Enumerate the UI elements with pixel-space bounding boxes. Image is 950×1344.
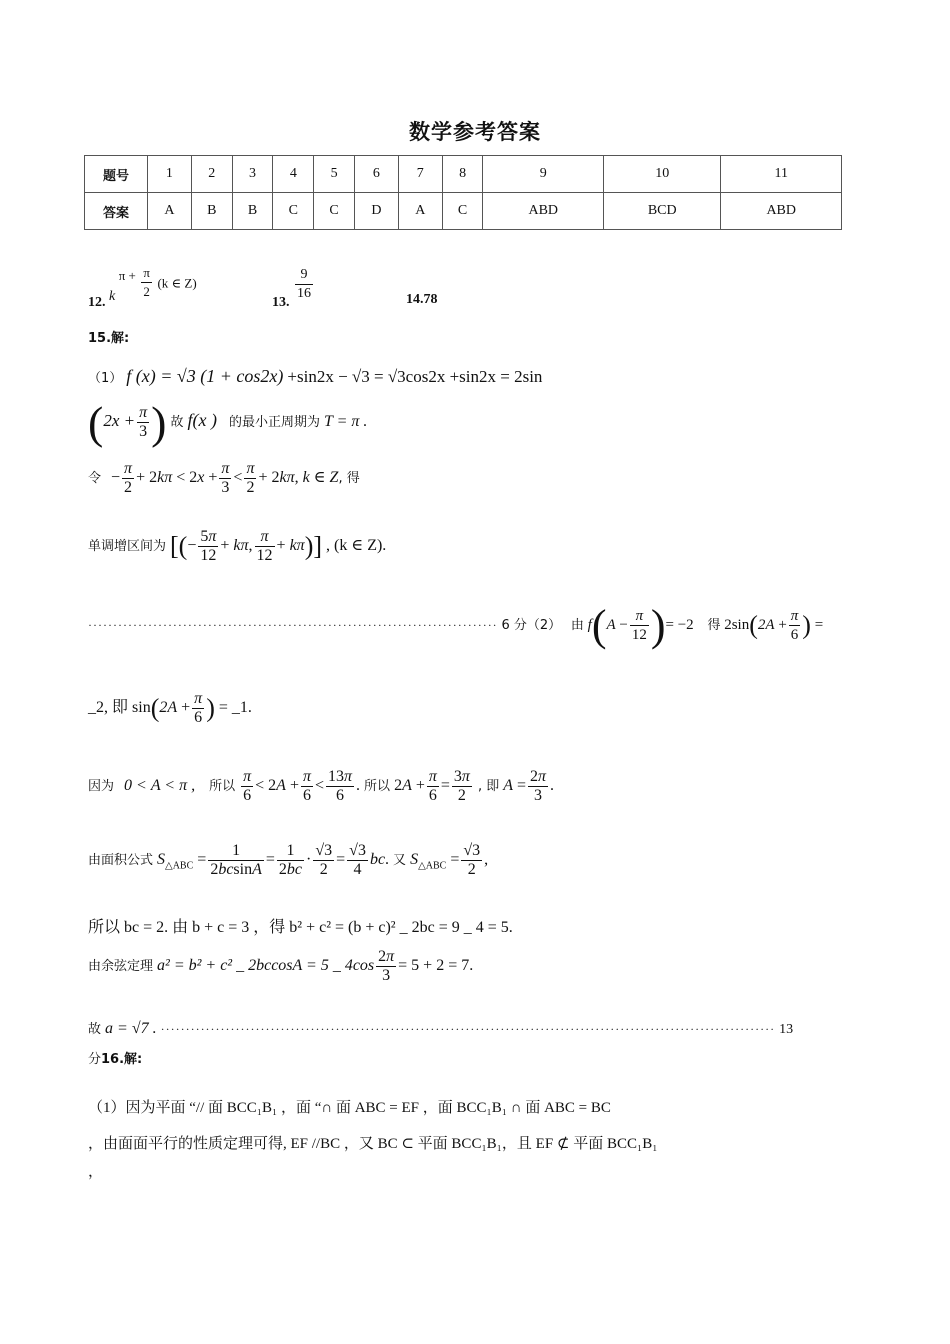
q15-period-line: (2x + $\frac{\pi}{3}$ ) 故 f(x ) 的最小正周期为 T = π . xyxy=(88,397,368,448)
q15-area-line: 由面积公式 $S_{\triangle ABC}$ = $\frac{1}{2bcsinA}$ = $\frac{1}{2bc}$ · $\frac{√3}{2}$ = $\frac{√3}{4}$ bc. 又 $S_{\triangle ABC}$ = $\frac{√3}{2}$ , xyxy=(88,842,489,878)
answer-13: 13. $\frac{9}{16}$ xyxy=(272,267,311,310)
table-cell: BCD xyxy=(603,193,720,230)
table-cell: C xyxy=(442,193,483,230)
answer-12: 12. k π + $\frac{\pi}{2}$ (k ∈ Z) xyxy=(88,265,197,310)
table-cell: C xyxy=(273,193,314,230)
q15-ling-line: 令 − $\frac{\pi}{2}$ + 2kπ < 2x + $\frac{\pi}{3}$ < $\frac{\pi}{2}$ + 2kπ, k ∈ Z, 得 xyxy=(88,460,360,496)
q15-part1-line: （1） f (x) = √3 (1 + cos2x) +sin2x − √3 = √3cos2x +sin2x = 2sin xyxy=(88,366,543,386)
table-row-numbers xyxy=(85,156,842,193)
table-cell: 3 xyxy=(232,156,273,193)
table-cell: 4 xyxy=(273,156,314,193)
table-cell: 9 xyxy=(483,156,604,193)
page-title: 数学参考答案 xyxy=(409,120,541,144)
table-cell: ABD xyxy=(483,193,604,230)
q15-cosine-line: 由余弦定理 a² = b² + c² _ 2bccosA = 5 _ 4cos $\frac{2\pi}{3}$ = 5 + 2 = 7. xyxy=(88,948,474,984)
q16-line-1: （1）因为平面 “// 面 BCC₁B₁ ，面 “∩ 面 ABC = EF ，面 BCC₁B₁ ∩ 面 ABC = BC xyxy=(88,1100,611,1116)
table-cell: 8 xyxy=(442,156,483,193)
table-cell: B xyxy=(191,193,232,230)
q16-line-2: ，由面面平行的性质定理可得, EF //BC ，又 BC ⊂ 平面 BCC₁B₁，且 EF ⊄ 平面 BCC₁B₁ xyxy=(88,1136,658,1152)
q15-monotone-line: 单调增区间为 [(− $\frac{5\pi}{12}$ + kπ, $\frac{\pi}{12}$ + kπ)] , (k ∈ Z). xyxy=(88,528,387,564)
q15-conclusion-line: 故 a = √7 . ··························································································································· 13 xyxy=(88,1020,794,1037)
q15-because-line: 因为 0 < A < π , 所以 $\frac{\pi}{6}$ < 2A + $\frac{\pi}{6}$ < $\frac{13\pi}{6}$ . 所以 2A + $\frac{\pi}{6}$ = $\frac{3\pi}{2}$ , 即 A = $\frac{2\pi}{3}$ . xyxy=(88,768,555,804)
fraction-pi-over-3: $\frac{\pi}{3}$ xyxy=(139,404,148,440)
q15-bc-line: 所以 bc = 2. 由 b + c = 3 ，得 b² + c² = (b + c)² _ 2bc = 9 _ 4 = 5. xyxy=(88,919,513,936)
table-cell: 1 xyxy=(148,156,192,193)
q16-line-3: ， xyxy=(88,1164,104,1180)
q15-label: 15.解: xyxy=(88,331,130,346)
table-cell: 11 xyxy=(721,156,842,193)
table-cell: 10 xyxy=(603,156,720,193)
answer-14: 14.78 xyxy=(406,292,438,307)
table-cell: ABD xyxy=(721,193,842,230)
table-row-answers xyxy=(85,193,842,230)
fraction-pi-over-2: $\frac{\pi}{2}$ xyxy=(143,265,150,299)
q15-sin-line: _2, 即 sin(2A + $\frac{\pi}{6}$ ) = _1. xyxy=(88,690,252,726)
table-cell: D xyxy=(354,193,398,230)
q15-part2-line: ·················································································· 6 分（2） 由 f(A − $\frac{\pi}{12}$ )= −2 得 2sin(2A + $\frac{\pi}{6}$ ) = xyxy=(88,601,824,650)
table-cell: 7 xyxy=(398,156,442,193)
fraction-9-16: $\frac{9}{16}$ xyxy=(297,267,311,301)
table-cell: 6 xyxy=(354,156,398,193)
table-cell: 2 xyxy=(191,156,232,193)
table-cell: 5 xyxy=(314,156,355,193)
table-cell: A xyxy=(148,193,192,230)
table-cell: C xyxy=(314,193,355,230)
q15-score-unit: 分16.解: xyxy=(88,1052,143,1067)
table-cell: A xyxy=(398,193,442,230)
row-header-number: 题号 xyxy=(85,156,148,193)
row-header-answer: 答案 xyxy=(85,193,148,230)
answer-table xyxy=(84,155,842,230)
table-cell: B xyxy=(232,193,273,230)
